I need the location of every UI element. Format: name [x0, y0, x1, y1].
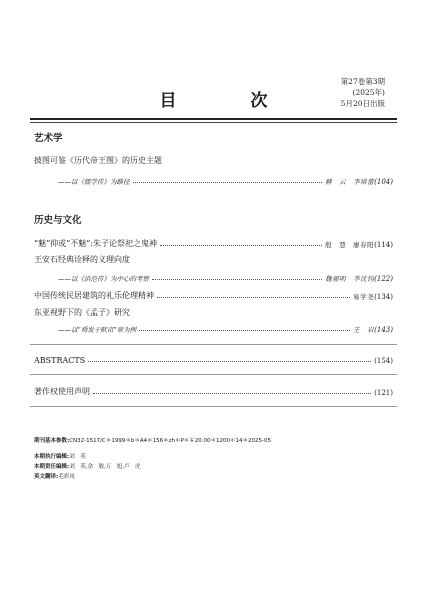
leader-dots: [160, 245, 322, 246]
entry-page: (143): [374, 326, 393, 334]
leader-dots: [152, 279, 322, 280]
leader-dots: [93, 393, 371, 394]
abstracts-page: (154): [374, 357, 393, 365]
exec-editor-value: 刘 英: [69, 454, 86, 460]
toc-entry-title[interactable]: [34, 289, 393, 301]
toc-entry-subtitle[interactable]: [58, 174, 393, 186]
entry-title: 披图可鉴《历代帝王图》的历史主题: [34, 156, 162, 165]
entry-title: 东亚视野下的《孟子》研究: [34, 308, 130, 317]
translator-label: 英文翻译:: [34, 474, 59, 480]
toc-entry-title[interactable]: [34, 306, 393, 318]
resp-editor-label: 本期责任编辑:: [34, 464, 70, 470]
translator: [34, 472, 75, 482]
toc-entry-subtitle[interactable]: [58, 322, 393, 334]
issue-info: [341, 76, 385, 109]
params-label: 期刊基本参数:: [34, 438, 70, 444]
leader-dots: [88, 361, 371, 362]
entry-authors: 殷 慧 廖春阳: [325, 241, 375, 249]
leader-dots: [157, 297, 350, 298]
journal-params: [34, 436, 271, 446]
divider: [30, 406, 397, 407]
header-rule-thick: [30, 118, 397, 120]
resp-editor: [34, 462, 140, 472]
toc-entry-copyright[interactable]: [34, 385, 393, 397]
copyright-label: 著作权使用声明: [34, 387, 90, 396]
entry-page: (104): [374, 178, 393, 186]
exec-editor: [34, 452, 86, 462]
issue-volume: 第27卷第3期: [340, 77, 385, 86]
resp-editor-value: 刘 英,余 敏,万 旭,卢 虎: [69, 464, 141, 470]
issue-date: 5月20日出版: [340, 99, 385, 108]
entry-authors: 易学尧: [353, 293, 375, 301]
copyright-page: (121): [374, 389, 393, 397]
toc-entry-title[interactable]: [34, 237, 393, 249]
divider: [30, 344, 397, 345]
page-title: 目 次: [159, 91, 302, 111]
toc-entry-title[interactable]: [34, 253, 393, 265]
toc-entry-title[interactable]: [34, 154, 393, 166]
divider: [30, 374, 397, 375]
entry-page: (114): [374, 241, 393, 249]
leader-dots: [133, 182, 323, 183]
entry-title: “魅”抑或“不魅”:朱子论祭祀之鬼神: [34, 239, 158, 248]
entry-subtitle: ——以《儒学传》为路径: [58, 178, 130, 186]
entry-title: 王安石经典诠释的义理向度: [34, 255, 130, 264]
entry-page: (122): [374, 275, 393, 283]
toc-entry-abstracts[interactable]: [34, 353, 393, 365]
header-rule-thin: [30, 122, 397, 123]
leader-dots: [139, 330, 350, 331]
entry-page: (134): [374, 293, 393, 301]
entry-title: 中国传统民居建筑的礼乐伦理精神: [34, 291, 154, 300]
section-heading-history: 历史与文化: [34, 215, 82, 226]
abstracts-label: ABSTRACTS: [34, 356, 86, 365]
params-value: CN32-1517/C＊1999＊b＊A4＊156＊zh＊P＊￥20.00＊1200＊14＊2025-05: [69, 438, 271, 444]
issue-year: (2025年): [352, 88, 385, 97]
toc-entry-subtitle[interactable]: [58, 271, 393, 283]
translator-value: 毛彩凤: [58, 474, 75, 480]
section-heading-art: 艺术学: [34, 133, 63, 144]
exec-editor-label: 本期执行编辑:: [34, 454, 70, 460]
entry-subtitle: ——以“舜发于畎亩”章为例: [58, 326, 137, 334]
entry-authors: 王 岩: [353, 326, 375, 334]
entry-subtitle: ——以《洪范传》为中心的考察: [58, 275, 149, 283]
entry-authors: 魏福明 李沈钧: [325, 275, 375, 283]
entry-authors: 赫 云 李培蕾: [325, 178, 375, 186]
